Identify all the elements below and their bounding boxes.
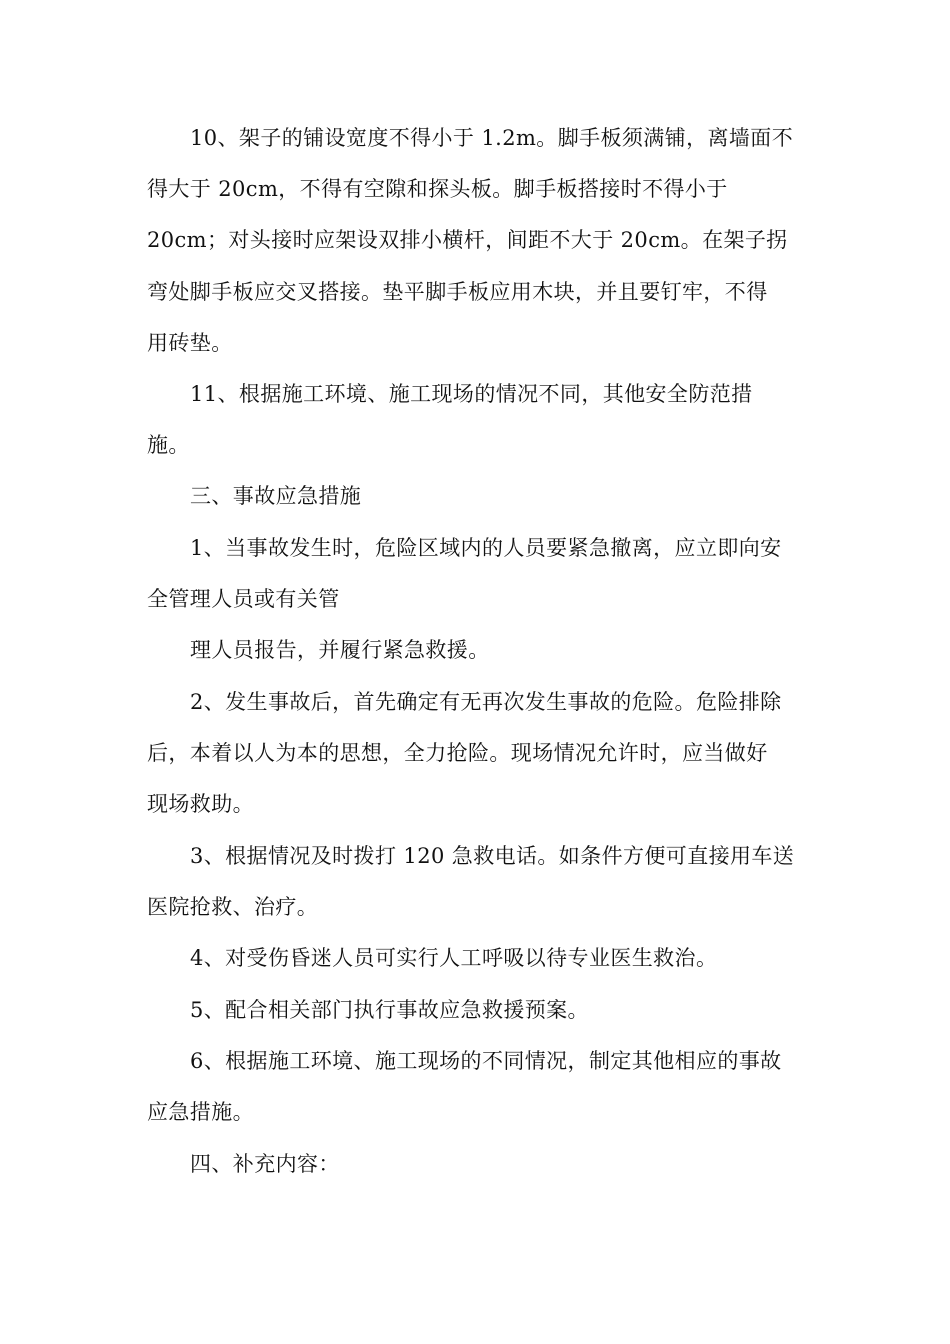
text-line: 应急措施。 (147, 1100, 254, 1124)
text-line: 11、根据施工环境、施工现场的情况不同，其他安全防范措 (190, 382, 753, 406)
text-line: 1、当事故发生时，危险区域内的人员要紧急撤离，应立即向安 (190, 536, 782, 560)
text-line: 现场救助。 (147, 792, 254, 816)
text-line: 3、根据情况及时拨打 120 急救电话。如条件方便可直接用车送 (190, 844, 795, 868)
text-line: 20cm；对头接时应架设双排小横杆，间距不大于 20cm。在架子拐 (147, 228, 788, 252)
text-line: 6、根据施工环境、施工现场的不同情况，制定其他相应的事故 (190, 1049, 782, 1073)
text-line: 4、对受伤昏迷人员可实行人工呼吸以待专业医生救治。 (190, 946, 718, 970)
text-line: 得大于 20cm，不得有空隙和探头板。脚手板搭接时不得小于 (147, 177, 728, 201)
section-heading: 四、补充内容： (190, 1152, 340, 1176)
text-line: 全管理人员或有关管 (147, 587, 340, 611)
text-line: 后，本着以人为本的思想，全力抢险。现场情况允许时，应当做好 (147, 741, 768, 765)
text-line: 10、架子的铺设宽度不得小于 1.2m。脚手板须满铺，离墙面不 (190, 126, 794, 150)
text-line: 理人员报告，并履行紧急救援。 (190, 638, 490, 662)
text-line: 2、发生事故后，首先确定有无再次发生事故的危险。危险排除 (190, 690, 782, 714)
text-line: 用砖垫。 (147, 331, 233, 355)
text-line: 弯处脚手板应交叉搭接。垫平脚手板应用木块，并且要钉牢，不得 (147, 280, 768, 304)
text-line: 医院抢救、治疗。 (147, 895, 319, 919)
section-heading: 三、事故应急措施 (190, 484, 362, 508)
text-line: 5、配合相关部门执行事故应急救援预案。 (190, 998, 589, 1022)
text-line: 施。 (147, 433, 190, 457)
